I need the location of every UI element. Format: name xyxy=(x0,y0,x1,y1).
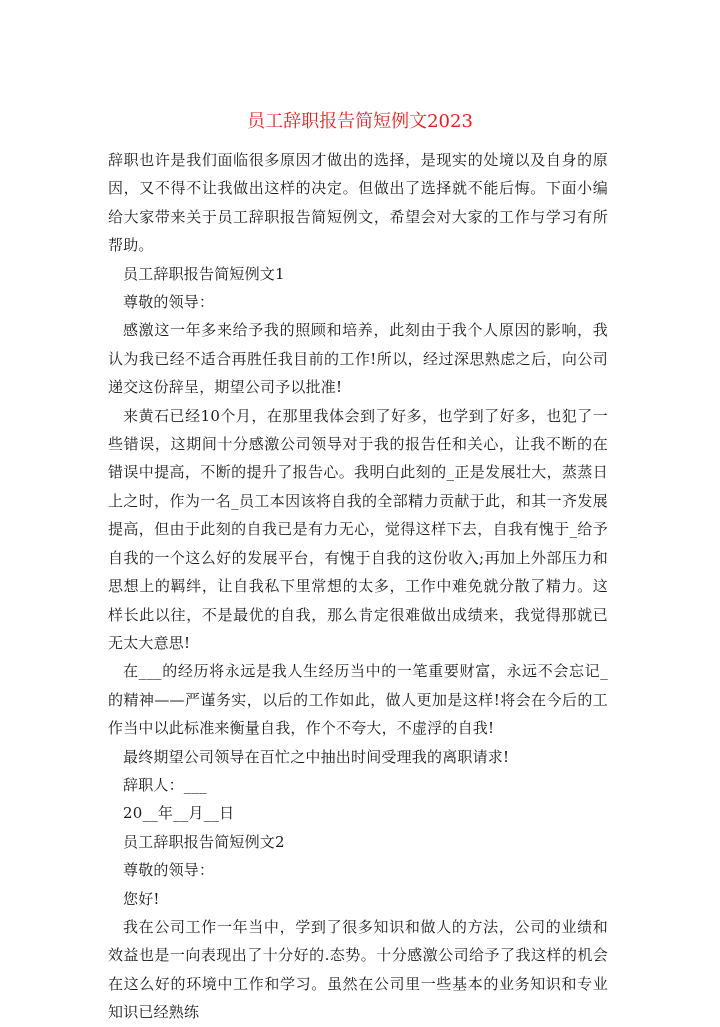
body-paragraph-4: 我在公司工作一年当中，学到了很多知识和做人的方法，公司的业绩和效益也是一向表现出了十分好的.态势。十分感激公司给予了我这样的机会在这么好的环境中工作和学习。虽然在公司里一些基本的业务知识和专业知识已经熟练 xyxy=(108,917,608,1022)
greeting: 您好! xyxy=(123,889,160,908)
salutation-1: 尊敬的领导： xyxy=(123,293,215,312)
document-title: 员工辞职报告简短例文2023 xyxy=(247,111,473,132)
section-heading-1: 员工辞职报告简短例文1 xyxy=(123,264,285,283)
closing-request: 最终期望公司领导在百忙之中抽出时间受理我的离职请求! xyxy=(123,747,510,766)
salutation-2: 尊敬的领导： xyxy=(123,861,215,880)
intro-paragraph: 辞职也许是我们面临很多原因才做出的选择，是现实的处境以及自身的原因，又不得不让我做出这样的决定。但做出了选择就不能后悔。下面小编给大家带来关于员工辞职报告简短例文，希望会对大家的工作与学习有所帮助。 xyxy=(108,151,608,255)
document-body xyxy=(108,146,608,1027)
section-heading-2: 员工辞职报告简短例文2 xyxy=(123,832,285,851)
signature-line: 辞职人：___ xyxy=(123,775,207,794)
body-paragraph-2: 来黄石已经10个月，在那里我体会到了好多，也学到了好多，也犯了一些错误，这期间十分感激公司领导对于我的报告任和关心，让我不断的在错误中提高，不断的提升了报告心。我明白此刻的_正是发展壮大，蒸蒸日上之时，作为一名_员工本因该将自我的全部精力贡献于此，和其一齐发展提高，但由于此刻的自我已是有力无心，觉得这样下去，自我有愧于_给予自我的一个这么好的发展平台，有愧于自我的这份收入;再加上外部压力和思想上的羁绊，让自我私下里常想的太多，工作中难免就分散了精力。这样长此以往，不是最优的自我，那么肯定很难做出成绩来，我觉得那就已无太大意思! xyxy=(108,406,608,652)
date-line: 20__年__月__日 xyxy=(123,804,235,823)
body-paragraph-3: 在___的经历将永远是我人生经历当中的一笔重要财富，永远不会忘记_的精神——严谨务实，以后的工作如此，做人更加是这样!将会在今后的工作当中以此标准来衡量自我，作个不夸大，不虚浮的自我! xyxy=(108,662,608,738)
body-paragraph-1: 感激这一年多来给予我的照顾和培养，此刻由于我个人原因的影响，我认为我已经不适合再胜任我目前的工作!所以，经过深思熟虑之后，向公司递交这份辞呈，期望公司予以批准! xyxy=(108,321,608,397)
